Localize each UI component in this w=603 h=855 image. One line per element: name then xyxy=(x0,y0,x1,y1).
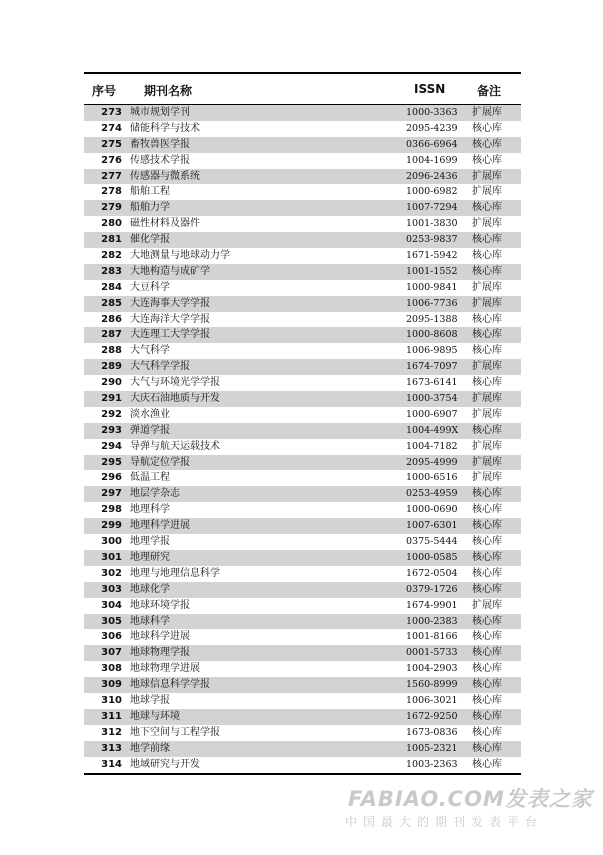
issn-value: 1004-7182 xyxy=(406,440,458,452)
journal-name: 大庆石油地质与开发 xyxy=(130,393,220,405)
issn-value: 1000-9841 xyxy=(406,281,458,293)
journal-name: 地球科学 xyxy=(130,615,170,627)
journal-name: 弹道学报 xyxy=(130,424,170,436)
row-number: 273 xyxy=(101,107,122,118)
remark-value: 核心库 xyxy=(472,488,502,500)
remark-value: 核心库 xyxy=(472,567,502,579)
remark-value: 核心库 xyxy=(472,329,502,341)
table-row xyxy=(84,550,521,566)
issn-value: 0253-4959 xyxy=(406,488,458,500)
row-number: 296 xyxy=(101,472,122,484)
remark-value: 核心库 xyxy=(472,583,502,595)
journal-table xyxy=(84,105,521,772)
remark-value: 扩展库 xyxy=(472,440,502,452)
remark-value: 核心库 xyxy=(472,377,502,389)
remark-value: 核心库 xyxy=(472,345,502,357)
remark-value: 核心库 xyxy=(472,647,502,659)
table-row xyxy=(84,661,521,677)
row-number: 278 xyxy=(101,186,122,198)
row-number: 282 xyxy=(101,250,122,262)
issn-value: 1005-2321 xyxy=(406,742,458,754)
journal-name: 地域研究与开发 xyxy=(130,758,200,770)
journal-name: 地理与地理信息科学 xyxy=(130,567,220,579)
journal-name: 地球科学进展 xyxy=(130,631,190,643)
table-row xyxy=(84,439,521,455)
watermark-logo-text: FABIAO.COM发表之家 xyxy=(348,787,593,811)
journal-name: 地球环境学报 xyxy=(130,599,190,611)
journal-name: 大气科学 xyxy=(130,345,170,357)
journal-name: 传感器与微系统 xyxy=(130,170,200,182)
journal-name: 地理科学进展 xyxy=(130,520,190,532)
table-row xyxy=(84,248,521,264)
issn-value: 1007-6301 xyxy=(406,520,458,532)
remark-value: 扩展库 xyxy=(472,186,502,198)
issn-value: 2095-4239 xyxy=(406,122,458,134)
journal-name: 磁性材料及器件 xyxy=(130,218,200,230)
table-row xyxy=(84,296,521,312)
journal-name: 催化学报 xyxy=(130,234,170,246)
table-row xyxy=(84,502,521,518)
issn-value: 1672-9250 xyxy=(406,710,458,722)
journal-name: 地层学杂志 xyxy=(130,488,180,500)
row-number: 274 xyxy=(101,122,122,134)
journal-name: 低温工程 xyxy=(130,472,170,484)
row-number: 305 xyxy=(101,615,122,627)
journal-name: 船舶工程 xyxy=(130,186,170,198)
table-row xyxy=(84,423,521,439)
table-row xyxy=(84,757,521,773)
table-row xyxy=(84,280,521,296)
issn-value: 2095-1388 xyxy=(406,313,458,325)
remark-value: 核心库 xyxy=(472,250,502,262)
issn-value: 1001-8166 xyxy=(406,631,458,643)
issn-value: 1671-5942 xyxy=(406,250,458,262)
table-row xyxy=(84,327,521,343)
row-number: 288 xyxy=(101,345,122,357)
remark-value: 核心库 xyxy=(472,679,502,691)
row-number: 290 xyxy=(101,377,122,389)
row-number: 297 xyxy=(101,488,122,500)
row-number: 311 xyxy=(101,710,122,722)
row-number: 275 xyxy=(101,138,122,150)
remark-value: 核心库 xyxy=(472,615,502,627)
journal-name: 大连海洋大学学报 xyxy=(130,313,210,325)
table-row xyxy=(84,486,521,502)
issn-value: 0253-9837 xyxy=(406,234,458,246)
table-row xyxy=(84,407,521,423)
table-row xyxy=(84,598,521,614)
issn-value: 2096-2436 xyxy=(406,170,458,182)
remark-value: 扩展库 xyxy=(472,472,502,484)
row-number: 280 xyxy=(101,218,122,230)
issn-value: 1674-9901 xyxy=(406,599,458,611)
row-number: 285 xyxy=(101,297,122,309)
row-number: 310 xyxy=(101,694,122,706)
row-number: 284 xyxy=(101,281,122,293)
remark-value: 核心库 xyxy=(472,265,502,277)
issn-value: 0001-5733 xyxy=(406,647,458,659)
row-number: 303 xyxy=(101,583,122,595)
table-row xyxy=(84,153,521,169)
row-number: 299 xyxy=(101,520,122,532)
header-remark: 备注 xyxy=(477,84,502,98)
table-row xyxy=(84,693,521,709)
issn-value: 1004-499X xyxy=(406,424,459,436)
journal-name: 地球化学 xyxy=(130,583,170,595)
table-row xyxy=(84,534,521,550)
issn-value: 1003-2363 xyxy=(406,758,458,770)
journal-name: 地球信息科学学报 xyxy=(130,679,210,691)
issn-value: 1004-2903 xyxy=(406,663,458,675)
table-row xyxy=(84,391,521,407)
remark-value: 核心库 xyxy=(472,758,502,770)
journal-name: 大连理工大学学报 xyxy=(130,329,210,341)
remark-value: 核心库 xyxy=(472,551,502,563)
table-row xyxy=(84,216,521,232)
row-number: 313 xyxy=(101,742,122,754)
journal-name: 地球与环境 xyxy=(130,710,180,722)
table-row xyxy=(84,629,521,645)
row-number: 308 xyxy=(101,663,122,675)
journal-name: 地学前缘 xyxy=(130,742,170,754)
issn-value: 1000-8608 xyxy=(406,329,458,341)
remark-value: 扩展库 xyxy=(472,281,502,293)
remark-value: 核心库 xyxy=(472,313,502,325)
remark-value: 核心库 xyxy=(472,154,502,166)
row-number: 281 xyxy=(101,234,122,246)
journal-name: 地球物理学报 xyxy=(130,647,190,659)
table-top-rule xyxy=(84,72,521,74)
remark-value: 核心库 xyxy=(472,520,502,532)
journal-name: 大气与环境光学学报 xyxy=(130,377,220,389)
journal-name: 淡水渔业 xyxy=(130,408,170,420)
issn-value: 1673-0836 xyxy=(406,726,458,738)
journal-name: 大连海事大学学报 xyxy=(130,297,210,309)
table-row xyxy=(84,645,521,661)
journal-name: 地球物理学进展 xyxy=(130,663,200,675)
table-row xyxy=(84,105,521,121)
table-row xyxy=(84,709,521,725)
remark-value: 核心库 xyxy=(472,710,502,722)
issn-value: 0379-1726 xyxy=(406,583,458,595)
row-number: 306 xyxy=(101,631,122,643)
row-number: 289 xyxy=(101,361,122,373)
remark-value: 核心库 xyxy=(472,504,502,516)
table-row xyxy=(84,312,521,328)
issn-value: 0366-6964 xyxy=(406,138,458,150)
remark-value: 核心库 xyxy=(472,742,502,754)
journal-name: 地理学报 xyxy=(130,536,170,548)
table-header xyxy=(84,75,521,104)
remark-value: 核心库 xyxy=(472,122,502,134)
remark-value: 扩展库 xyxy=(472,393,502,405)
issn-value: 1000-3363 xyxy=(406,107,458,118)
watermark-slogan: 中国最大的期刊发表平台 xyxy=(345,815,544,829)
table-bottom-rule xyxy=(84,773,521,775)
issn-value: 2095-4999 xyxy=(406,456,458,468)
journal-name: 畜牧兽医学报 xyxy=(130,138,190,150)
table-row xyxy=(84,725,521,741)
journal-name: 大地测量与地球动力学 xyxy=(130,250,230,262)
table-row xyxy=(84,169,521,185)
issn-value: 1007-7294 xyxy=(406,202,458,214)
issn-value: 1000-0585 xyxy=(406,551,458,563)
row-number: 279 xyxy=(101,202,122,214)
journal-name: 储能科学与技术 xyxy=(130,122,200,134)
remark-value: 核心库 xyxy=(472,694,502,706)
row-number: 286 xyxy=(101,313,122,325)
table-row xyxy=(84,184,521,200)
table-row xyxy=(84,470,521,486)
remark-value: 扩展库 xyxy=(472,107,502,118)
row-number: 277 xyxy=(101,170,122,182)
issn-value: 1000-2383 xyxy=(406,615,458,627)
table-row xyxy=(84,582,521,598)
header-issn: ISSN xyxy=(414,82,446,96)
issn-value: 1560-8999 xyxy=(406,679,458,691)
journal-name: 地下空间与工程学报 xyxy=(130,726,220,738)
journal-name: 城市规划学刊 xyxy=(130,107,190,118)
row-number: 312 xyxy=(101,726,122,738)
remark-value: 核心库 xyxy=(472,536,502,548)
row-number: 291 xyxy=(101,393,122,405)
remark-value: 核心库 xyxy=(472,138,502,150)
remark-value: 扩展库 xyxy=(472,361,502,373)
table-row xyxy=(84,121,521,137)
remark-value: 核心库 xyxy=(472,663,502,675)
row-number: 300 xyxy=(101,536,122,548)
journal-name: 传感技术学报 xyxy=(130,154,190,166)
issn-value: 1006-7736 xyxy=(406,297,458,309)
journal-name: 地球学报 xyxy=(130,694,170,706)
issn-value: 1000-0690 xyxy=(406,504,458,516)
issn-value: 1001-1552 xyxy=(406,265,458,277)
issn-value: 0375-5444 xyxy=(406,536,458,548)
remark-value: 核心库 xyxy=(472,234,502,246)
table-row xyxy=(84,264,521,280)
header-journal-name: 期刊名称 xyxy=(144,84,193,98)
issn-value: 1004-1699 xyxy=(406,154,458,166)
table-row xyxy=(84,741,521,757)
row-number: 302 xyxy=(101,567,122,579)
journal-name: 导弹与航天运载技术 xyxy=(130,440,220,452)
remark-value: 核心库 xyxy=(472,424,502,436)
issn-value: 1001-3830 xyxy=(406,218,458,230)
row-number: 294 xyxy=(101,440,122,452)
remark-value: 扩展库 xyxy=(472,170,502,182)
journal-name: 大地构造与成矿学 xyxy=(130,265,210,277)
journal-name: 大气科学学报 xyxy=(130,361,190,373)
remark-value: 扩展库 xyxy=(472,297,502,309)
table-row xyxy=(84,375,521,391)
issn-value: 1673-6141 xyxy=(406,377,458,389)
table-row xyxy=(84,137,521,153)
row-number: 292 xyxy=(101,408,122,420)
row-number: 295 xyxy=(101,456,122,468)
issn-value: 1000-3754 xyxy=(406,393,458,405)
issn-value: 1000-6907 xyxy=(406,408,458,420)
table-row xyxy=(84,200,521,216)
row-number: 301 xyxy=(101,551,122,563)
remark-value: 扩展库 xyxy=(472,218,502,230)
issn-value: 1672-0504 xyxy=(406,567,458,579)
remark-value: 核心库 xyxy=(472,631,502,643)
remark-value: 扩展库 xyxy=(472,456,502,468)
row-number: 304 xyxy=(101,599,122,611)
issn-value: 1000-6982 xyxy=(406,186,458,198)
row-number: 287 xyxy=(101,329,122,341)
journal-name: 地理科学 xyxy=(130,504,170,516)
issn-value: 1006-9895 xyxy=(406,345,458,357)
journal-name: 大豆科学 xyxy=(130,281,170,293)
row-number: 298 xyxy=(101,504,122,516)
table-row xyxy=(84,566,521,582)
issn-value: 1674-7097 xyxy=(406,361,458,373)
remark-value: 核心库 xyxy=(472,202,502,214)
issn-value: 1000-6516 xyxy=(406,472,458,484)
row-number: 293 xyxy=(101,424,122,436)
table-row xyxy=(84,343,521,359)
remark-value: 扩展库 xyxy=(472,408,502,420)
remark-value: 核心库 xyxy=(472,726,502,738)
journal-name: 地理研究 xyxy=(130,551,170,563)
table-row xyxy=(84,518,521,534)
table-row xyxy=(84,677,521,693)
journal-name: 船舶力学 xyxy=(130,202,170,214)
row-number: 307 xyxy=(101,647,122,659)
table-row xyxy=(84,455,521,471)
row-number: 283 xyxy=(101,265,122,277)
row-number: 314 xyxy=(101,758,122,770)
remark-value: 扩展库 xyxy=(472,599,502,611)
journal-name: 导航定位学报 xyxy=(130,456,190,468)
issn-value: 1006-3021 xyxy=(406,694,458,706)
row-number: 309 xyxy=(101,679,122,691)
row-number: 276 xyxy=(101,154,122,166)
table-row xyxy=(84,614,521,630)
table-row xyxy=(84,232,521,248)
table-row xyxy=(84,359,521,375)
header-number: 序号 xyxy=(92,84,117,98)
